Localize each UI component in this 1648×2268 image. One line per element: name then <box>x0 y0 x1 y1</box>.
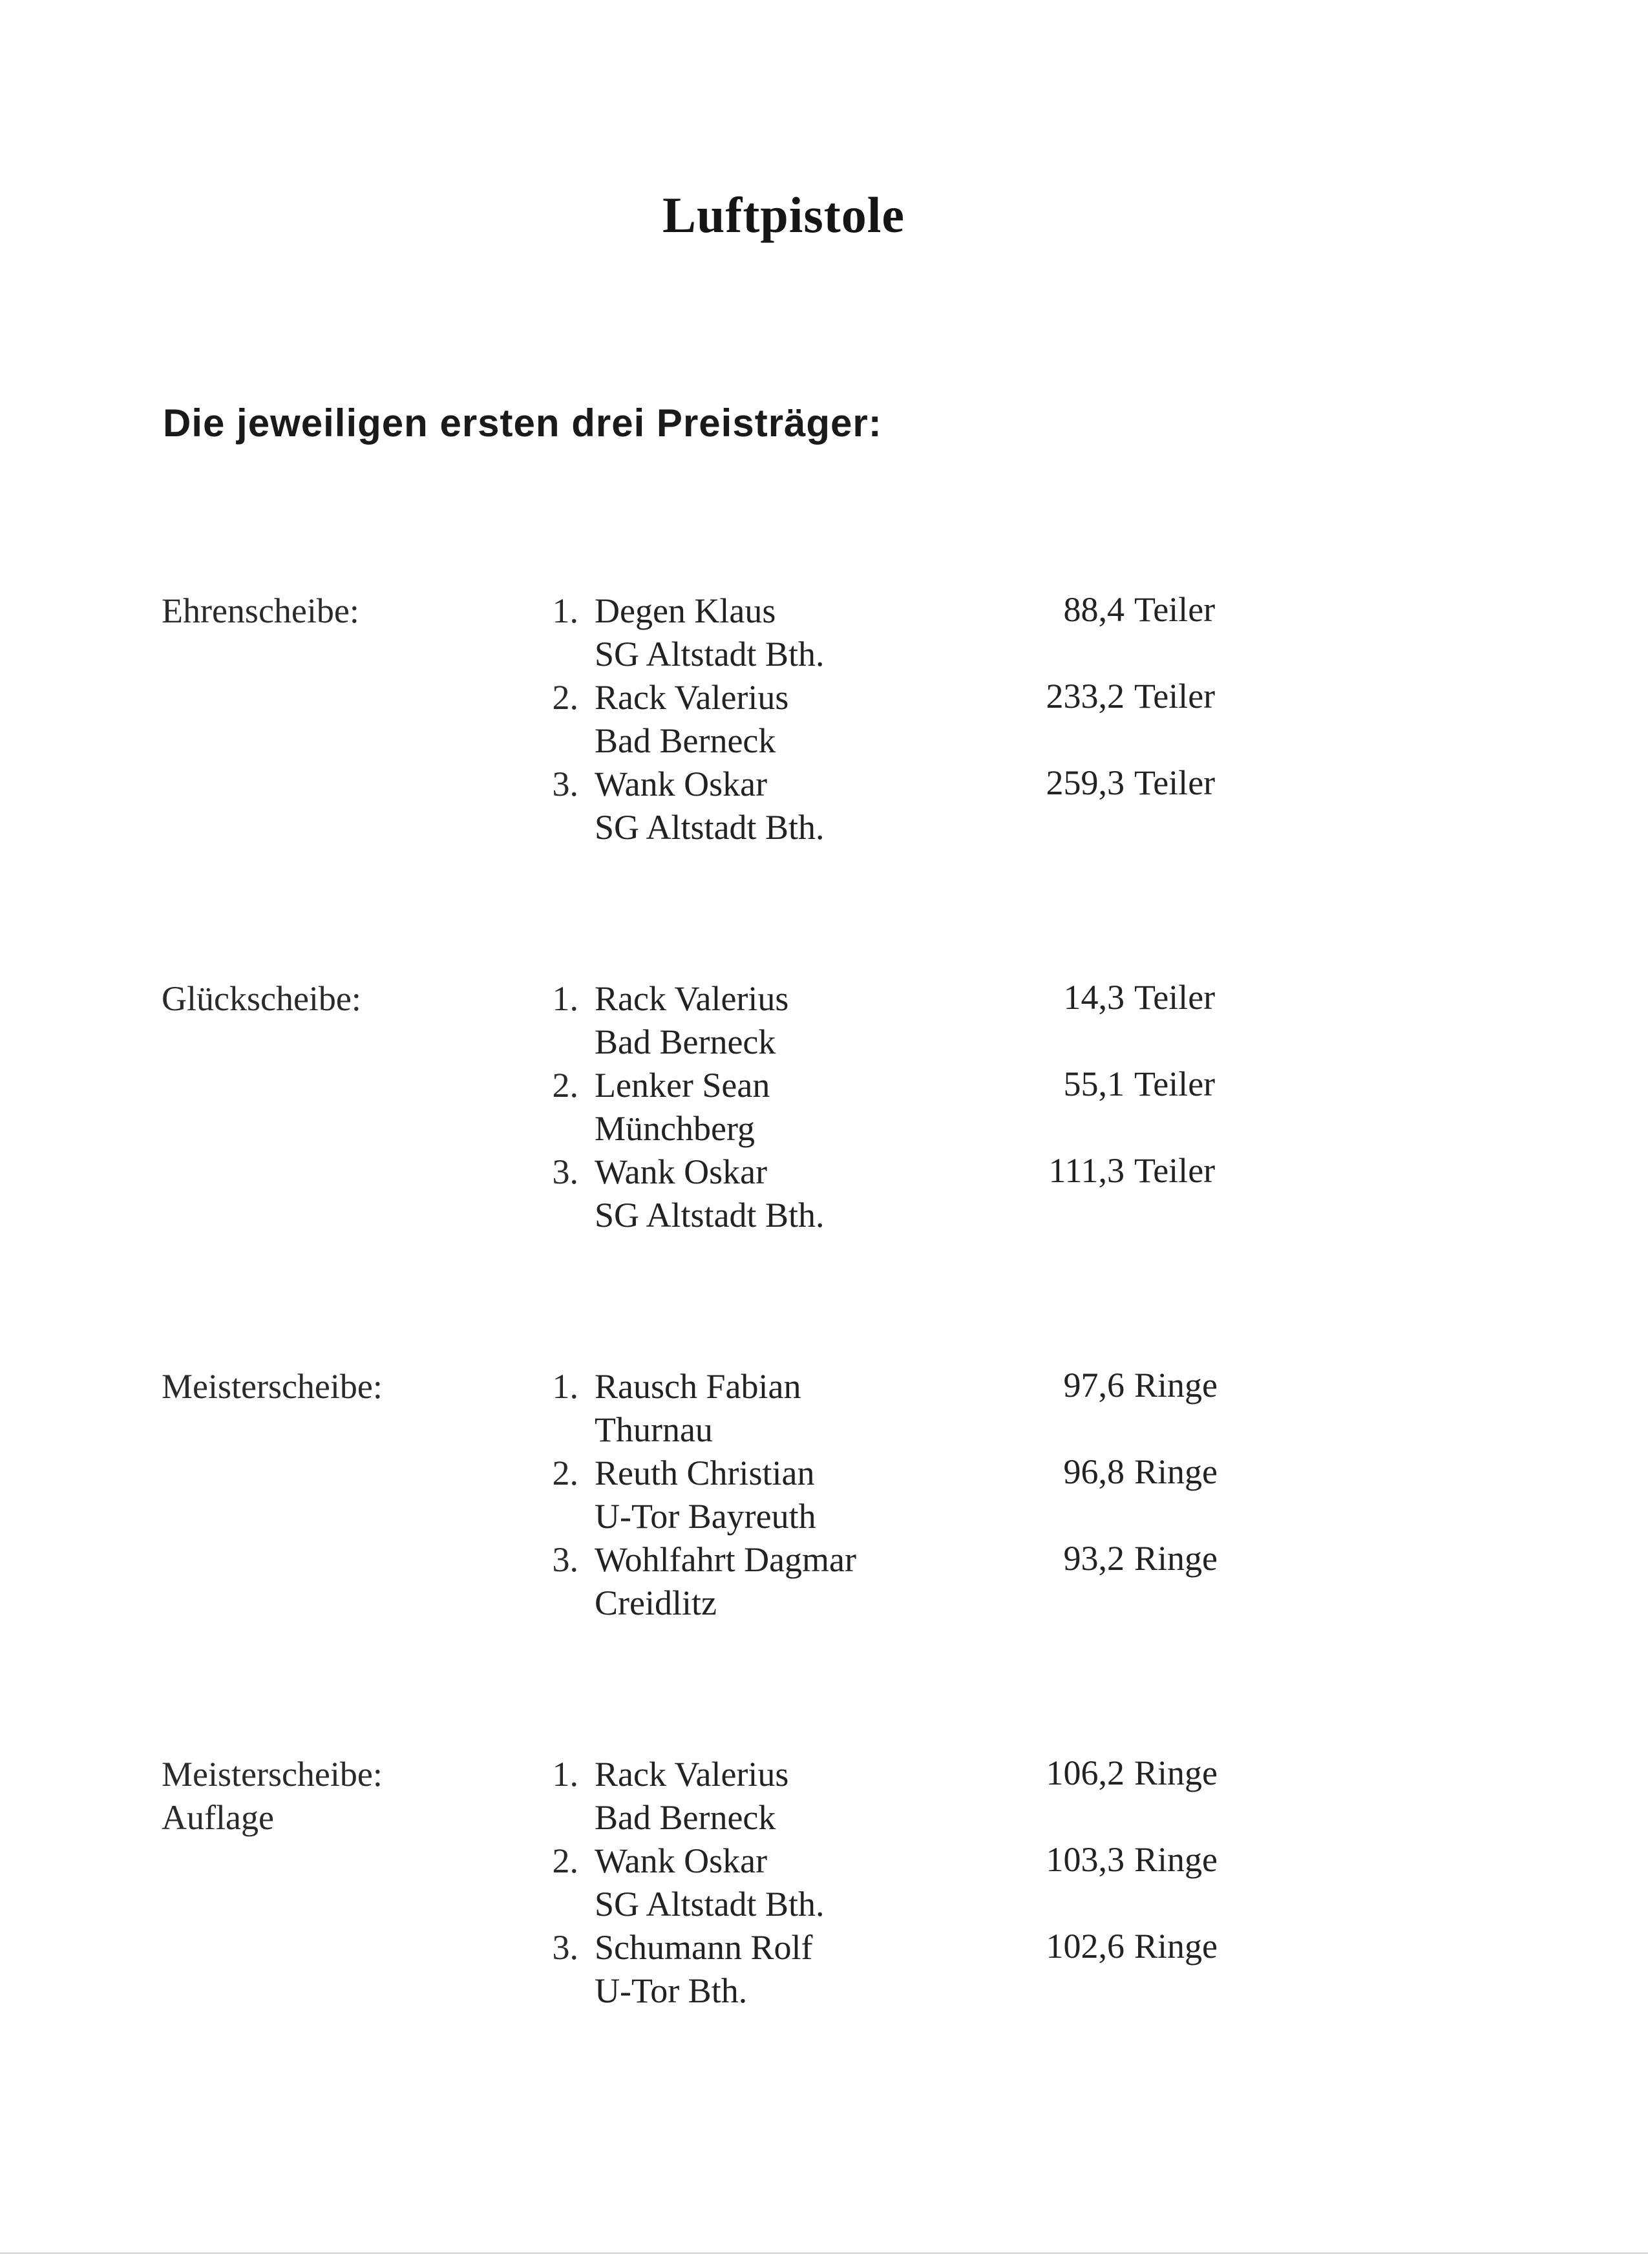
rank: 2. <box>552 1066 578 1105</box>
winner-name: Wank Oskar <box>595 1841 768 1880</box>
score-value: 102,6 <box>1046 1927 1125 1966</box>
score-value: 233,2 <box>1046 677 1125 715</box>
rank: 1. <box>552 979 578 1018</box>
score-unit: Ringe <box>1134 1452 1218 1491</box>
rank: 1. <box>552 591 578 630</box>
page-subtitle: Die jeweiligen ersten drei Preisträger: <box>163 401 882 445</box>
winner-name: Reuth Christian <box>595 1454 815 1492</box>
score-unit: Ringe <box>1134 1754 1218 1792</box>
winner-club: Münchberg <box>595 1109 755 1148</box>
score-value: 88,4 <box>1063 590 1125 629</box>
winner-club: SG Altstadt Bth. <box>595 1196 825 1235</box>
winner-entry <box>540 1753 1251 1839</box>
score-unit: Teiler <box>1134 978 1216 1017</box>
score-value: 106,2 <box>1046 1754 1125 1792</box>
category-label <box>162 1365 383 1408</box>
winner-club: Creidlitz <box>595 1584 717 1622</box>
score-value: 97,6 <box>1063 1366 1125 1404</box>
rank: 3. <box>552 1928 578 1967</box>
category-label <box>162 977 361 1021</box>
score-unit: Teiler <box>1134 677 1216 715</box>
category-label-line: Ehrenscheibe: <box>162 591 359 630</box>
winner-name: Wohlfahrt Dagmar <box>595 1540 856 1579</box>
scan-edge-divider <box>0 2252 1648 2254</box>
category-label-line: Auflage <box>162 1798 274 1837</box>
score-value: 259,3 <box>1046 763 1125 802</box>
category-label-line: Meisterscheibe: <box>162 1755 383 1794</box>
winner-entry <box>540 977 1251 1064</box>
winner-club: U-Tor Bayreuth <box>595 1497 816 1536</box>
score-value: 93,2 <box>1063 1539 1125 1578</box>
winner-name: Rausch Fabian <box>595 1367 801 1406</box>
winner-name: Rack Valerius <box>595 1755 789 1794</box>
winner-name: Wank Oskar <box>595 765 768 803</box>
winner-list <box>540 1753 1251 2013</box>
winner-name: Wank Oskar <box>595 1152 768 1191</box>
winner-list <box>540 1365 1251 1625</box>
rank: 2. <box>552 1841 578 1880</box>
category-label <box>162 589 359 633</box>
winner-entry <box>540 676 1251 763</box>
winner-entry <box>540 1150 1251 1237</box>
score-value: 111,3 <box>1048 1151 1125 1190</box>
winner-name: Schumann Rolf <box>595 1928 813 1967</box>
winner-name: Rack Valerius <box>595 678 789 717</box>
rank: 3. <box>552 765 578 803</box>
rank: 3. <box>552 1152 578 1191</box>
winner-entry <box>540 1926 1251 2013</box>
score-unit: Teiler <box>1134 763 1216 802</box>
score-unit: Teiler <box>1134 1065 1216 1103</box>
winner-club: SG Altstadt Bth. <box>595 635 825 673</box>
category-label-line: Meisterscheibe: <box>162 1367 383 1406</box>
winner-list <box>540 977 1251 1237</box>
winner-entry <box>540 589 1251 676</box>
rank: 1. <box>552 1367 578 1406</box>
score-unit: Teiler <box>1134 1151 1216 1190</box>
rank: 3. <box>552 1540 578 1579</box>
rank: 2. <box>552 678 578 717</box>
category-label <box>162 1753 383 1839</box>
winner-club: U-Tor Bth. <box>595 1971 748 2010</box>
winner-name: Rack Valerius <box>595 979 789 1018</box>
score-value: 14,3 <box>1063 978 1125 1017</box>
winner-club: SG Altstadt Bth. <box>595 1885 825 1924</box>
score-value: 55,1 <box>1063 1065 1125 1103</box>
score-value: 96,8 <box>1063 1452 1125 1491</box>
winner-entry <box>540 1452 1251 1538</box>
winner-club: Thurnau <box>595 1410 713 1449</box>
category-label-line: Glückscheibe: <box>162 979 361 1018</box>
score-unit: Ringe <box>1134 1840 1218 1879</box>
winner-entry <box>540 1538 1251 1625</box>
winner-club: Bad Berneck <box>595 1023 776 1061</box>
winner-entry <box>540 1365 1251 1452</box>
rank: 1. <box>552 1755 578 1794</box>
score-value: 103,3 <box>1046 1840 1125 1879</box>
rank: 2. <box>552 1454 578 1492</box>
winner-name: Lenker Sean <box>595 1066 770 1105</box>
score-unit: Teiler <box>1134 590 1216 629</box>
winner-entry <box>540 1839 1251 1926</box>
winner-club: Bad Berneck <box>595 721 776 760</box>
score-unit: Ringe <box>1134 1927 1218 1966</box>
winner-entry <box>540 1064 1251 1150</box>
winner-name: Degen Klaus <box>595 591 776 630</box>
page-title: Luftpistole <box>662 187 905 243</box>
winner-club: SG Altstadt Bth. <box>595 808 825 847</box>
winner-list <box>540 589 1251 849</box>
score-unit: Ringe <box>1134 1539 1218 1578</box>
score-unit: Ringe <box>1134 1366 1218 1404</box>
winner-club: Bad Berneck <box>595 1798 776 1837</box>
winner-entry <box>540 763 1251 849</box>
